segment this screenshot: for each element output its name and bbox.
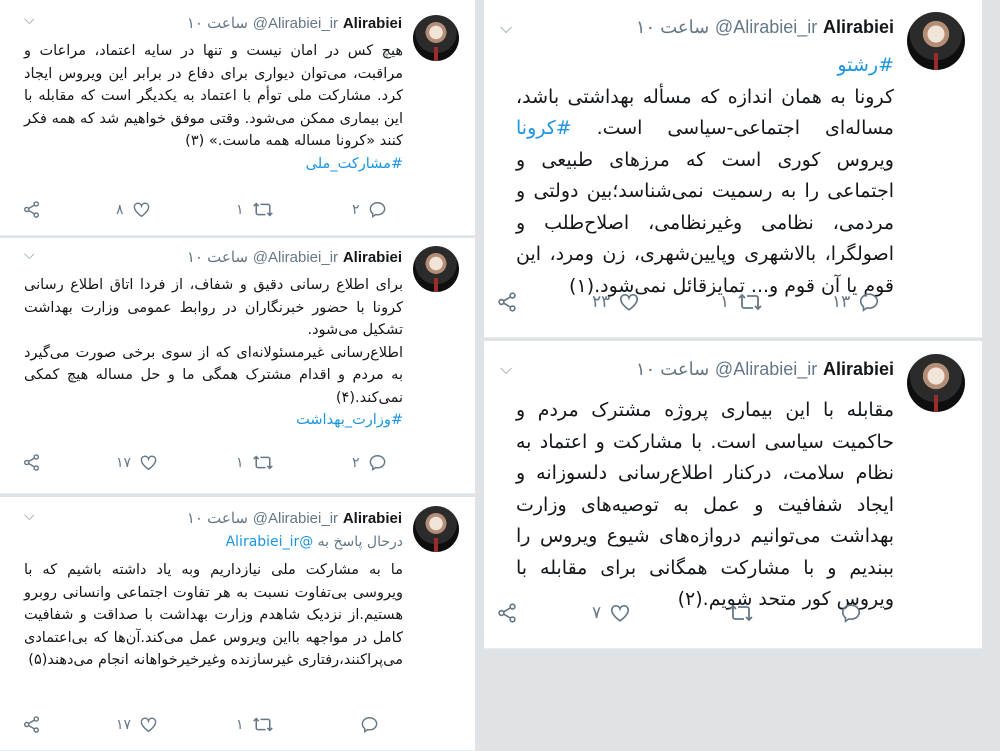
share-button[interactable] <box>22 453 116 472</box>
share-button[interactable] <box>496 602 592 624</box>
author-handle[interactable]: @Alirabiei_ir <box>714 359 818 379</box>
like-button[interactable] <box>116 200 236 219</box>
reply-icon <box>368 200 387 219</box>
tweet-text-segment: کرونا به همان اندازه که مسأله بهداشتی باشد، مساله‌ای اجتماعی-سیاسی است. <box>516 85 894 139</box>
tweet-time[interactable]: ۱۰ ساعت <box>635 359 710 379</box>
like-count: ۷ <box>592 603 602 623</box>
retweet-count: ۱ <box>236 454 244 471</box>
avatar[interactable] <box>413 506 459 552</box>
reply-count: ۲ <box>352 454 360 471</box>
tweet-header <box>636 17 894 38</box>
tweet-text-segment: ما به مشارکت ملی نیازداریم وبه یاد داشته باشیم که با ویروسی بی‌تفاوت نسبت به هر تفاوت اجتماعی وانسانی روبرو هستیم.از نزدیک شاهدم وزارت بهداشت با صداقت و شفافیت کامل در مواجهه بااین ویروس عمل می‌کند.آن‌ها که بی‌اعتمادی می‌پراکنند،رفتاری غیرسازنده وغیرخیرخواهانه انجام می‌دهند(۵) <box>24 562 403 668</box>
like-button[interactable] <box>592 602 720 624</box>
avatar[interactable] <box>413 15 459 61</box>
retweet-icon <box>737 291 763 313</box>
tweet-actions <box>22 453 432 472</box>
author-name[interactable]: Alirabiei <box>342 249 402 266</box>
hashtag-link[interactable]: #وزارت_بهداشت <box>296 412 403 428</box>
tweet-actions <box>496 602 912 624</box>
reply-count: ۱۳ <box>832 292 851 312</box>
retweet-icon <box>728 602 754 624</box>
avatar[interactable] <box>907 354 965 412</box>
like-button[interactable] <box>116 715 236 734</box>
retweet-count: ۱ <box>236 201 244 218</box>
retweet-button[interactable] <box>720 602 832 624</box>
author-handle[interactable]: @Alirabiei_ir <box>252 15 339 32</box>
retweet-button[interactable] <box>236 715 352 734</box>
reply-button[interactable] <box>352 200 432 219</box>
like-count: ۱۷ <box>116 716 132 733</box>
tweet-header <box>187 248 402 266</box>
tweet-text-segment: ویروس کوری است که مرزهای طبیعی و اجتماعی را به رسمیت نمی‌شناسد؛بین دولتی و مردمی، نظامی وغیرنظامی، اصلاح‌طلب و اصولگرا، بالاشهری وپایین‌شهری، زن ومرد، این قوم یا آن قوم و... تمایزقائل نمی‌شود.(۱) <box>516 148 894 297</box>
tweet-text <box>24 274 403 432</box>
like-count: ۲۳ <box>592 292 611 312</box>
tweet-time[interactable]: ۱۰ ساعت <box>186 249 248 266</box>
share-button[interactable] <box>22 715 116 734</box>
like-button[interactable] <box>592 291 720 313</box>
hashtag-link[interactable]: #رشتو <box>837 54 894 76</box>
tweet-time[interactable]: ۱۰ ساعت <box>186 15 248 32</box>
tweet-actions <box>22 200 432 219</box>
retweet-button[interactable] <box>236 453 352 472</box>
tweet-card-3[interactable] <box>0 0 475 236</box>
replying-to-label: درحال پاسخ به <box>317 534 403 550</box>
heart-icon <box>139 453 158 472</box>
reply-mention-link[interactable]: @Alirabiei_ir <box>225 534 314 550</box>
chevron-down-icon[interactable]: ⌵ <box>500 359 513 378</box>
tweet-time[interactable]: ۱۰ ساعت <box>635 17 710 37</box>
share-icon <box>496 291 518 313</box>
reply-icon <box>858 291 880 313</box>
tweet-text <box>516 50 894 302</box>
retweet-icon <box>252 453 274 472</box>
tweet-card-2[interactable] <box>484 341 982 649</box>
chevron-down-icon[interactable]: ⌵ <box>24 12 35 28</box>
tweet-card-4[interactable] <box>0 238 475 494</box>
share-icon <box>22 453 41 472</box>
tweet-actions <box>22 715 432 734</box>
heart-icon <box>609 602 631 624</box>
reply-icon <box>368 453 387 472</box>
reply-count: ۲ <box>352 201 360 218</box>
author-handle[interactable]: @Alirabiei_ir <box>714 17 818 37</box>
avatar[interactable] <box>907 12 965 70</box>
retweet-icon <box>252 715 274 734</box>
share-icon <box>496 602 518 624</box>
reply-button[interactable] <box>352 715 432 734</box>
reply-button[interactable] <box>352 453 432 472</box>
tweet-card-1[interactable] <box>484 0 982 338</box>
heart-icon <box>139 715 158 734</box>
retweet-icon <box>252 200 274 219</box>
tweet-actions <box>496 291 912 313</box>
tweet-text-segment: هیچ کس در امان نیست و تنها در سایه اعتماد، مراعات و مراقبت، می‌توان دیواری برای دفاع در برابر این ویروس ایجاد کرد. مشارکت ملی توأم با اعتماد به یکدیگر است که مقابله با این بیماری ممکن می‌شود. وقتی موفق خواهیم شد که همه فکر کنند «کرونا مساله همه ماست.» (۳) <box>24 43 403 149</box>
share-icon <box>22 200 41 219</box>
retweet-count: ۱ <box>720 292 730 312</box>
hashtag-link[interactable]: #مشارکت_ملی <box>305 155 403 172</box>
like-button[interactable] <box>116 453 236 472</box>
like-count: ۱۷ <box>116 454 132 471</box>
tweet-header <box>187 14 402 32</box>
author-name[interactable]: Alirabiei <box>822 17 894 37</box>
tweet-card-5[interactable] <box>0 497 475 751</box>
tweet-time[interactable]: ۱۰ ساعت <box>186 510 248 527</box>
reply-icon <box>840 602 862 624</box>
retweet-button[interactable] <box>236 200 352 219</box>
heart-icon <box>132 200 151 219</box>
tweet-text <box>516 395 894 616</box>
author-name[interactable]: Alirabiei <box>342 510 402 527</box>
author-handle[interactable]: @Alirabiei_ir <box>252 510 339 527</box>
reply-icon <box>360 715 379 734</box>
chevron-down-icon[interactable]: ⌵ <box>24 247 35 263</box>
replying-to <box>226 534 403 550</box>
retweet-count: ۱ <box>236 716 244 733</box>
tweet-text-segment: مقابله با این بیماری پروژه مشترک مردم و حاکمیت سیاسی است. با مشارکت و اعتماد به نظام سلامت، درکنار اطلاع‌رسانی دلسوزانه و ایجاد شفافیت و عمل به توصیه‌های وزارت بهداشت می‌توانیم دروازه‌های شیوع ویروس را ببندیم و با مشارکت همگانی برای مقابله با ویروس کور متحد شویم.(۲) <box>516 399 894 610</box>
author-handle[interactable]: @Alirabiei_ir <box>252 249 339 266</box>
share-button[interactable] <box>496 291 592 313</box>
chevron-down-icon[interactable]: ⌵ <box>500 18 513 37</box>
tweet-header <box>187 509 402 527</box>
hashtag-link[interactable]: #کرونا <box>516 117 572 139</box>
chevron-down-icon[interactable]: ⌵ <box>24 508 35 524</box>
tweet-header <box>636 359 894 380</box>
reply-button[interactable] <box>832 602 912 624</box>
heart-icon <box>618 291 640 313</box>
share-icon <box>22 715 41 734</box>
retweet-button[interactable] <box>720 291 832 313</box>
author-name[interactable]: Alirabiei <box>342 15 402 32</box>
tweet-text-segment: برای اطلاع رسانی دقیق و شفاف، از فردا اتاق اطلاع رسانی کرونا با حضور خبرنگاران در روابط عمومی وزارت بهداشت تشکیل می‌شود. اطلاع‌رسانی غیرمسئولانه‌ای که از سوی برخی صورت می‌گیرد به مردم و اقدام مشترک همگی ما و حل مساله هیچ کمکی نمی‌کند.(۴) <box>24 277 403 406</box>
author-name[interactable]: Alirabiei <box>822 359 894 379</box>
reply-button[interactable] <box>832 291 912 313</box>
share-button[interactable] <box>22 200 116 219</box>
tweet-text <box>24 40 403 175</box>
avatar[interactable] <box>413 246 459 292</box>
like-count: ۸ <box>116 201 124 218</box>
tweet-text <box>24 559 403 672</box>
